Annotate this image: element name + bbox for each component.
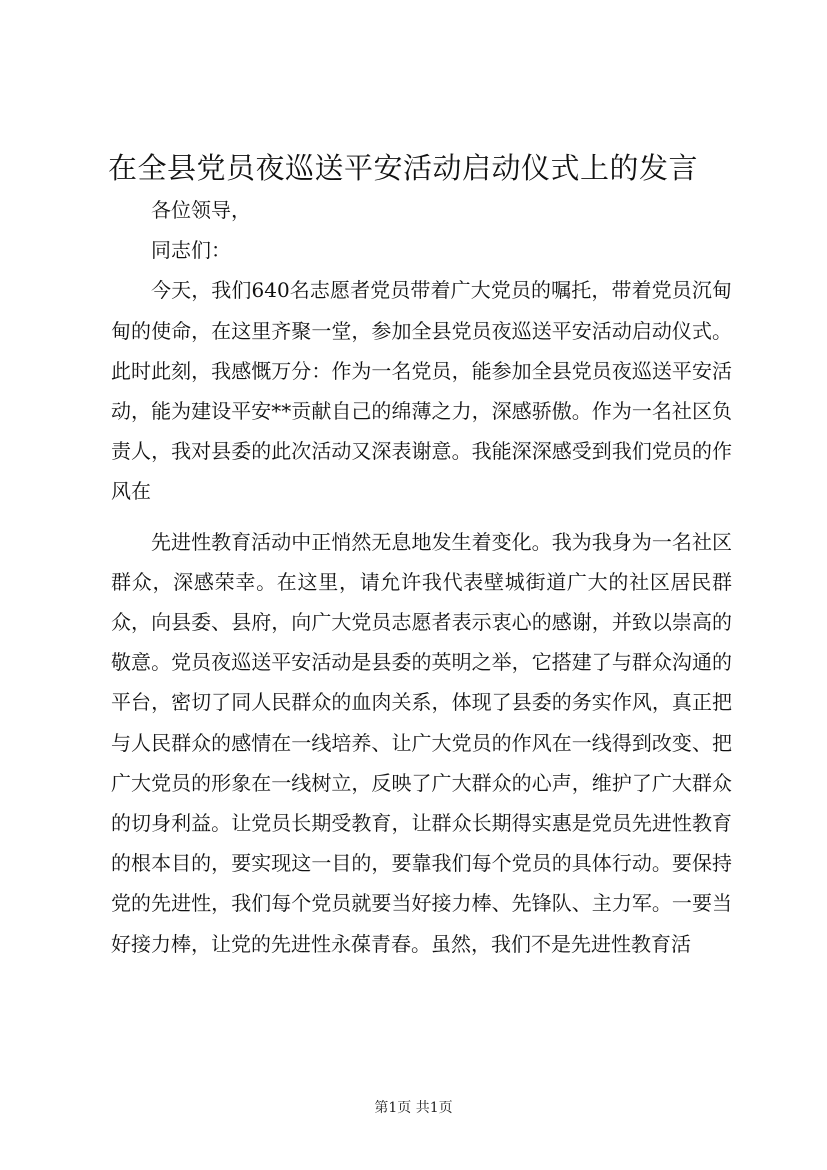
- document-body: [111, 190, 732, 964]
- paragraph-opening: 今天，我们640名志愿者党员带着广大党员的嘱托，带着党员沉甸甸的使命，在这里齐聚一堂，参加全县党员夜巡送平安活动启动仪式。此时此刻，我感慨万分：作为一名党员，能参加全县党员夜巡送平安活动，能为建设平安**贡献自己的绵薄之力，深感骄傲。作为一名社区负责人，我对县委的此次活动又深表谢意。我能深深感受到我们党员的作风在: [111, 278, 732, 504]
- greeting-comrades: 同志们：: [151, 238, 231, 263]
- paragraph-main: 先进性教育活动中正悄然无息地发生着变化。我为我身为一名社区群众，深感荣幸。在这里，请允许我代表壁城街道广大的社区居民群众，向县委、县府，向广大党员志愿者表示衷心的感谢，并致以崇高的敬意。党员夜巡送平安活动是县委的英明之举，它搭建了与群众沟通的平台，密切了同人民群众的血肉关系，体现了县委的务实作风，真正把与人民群众的感情在一线培养、让广大党员的作风在一线得到改变、把广大党员的形象在一线树立，反映了广大群众的心声，维护了广大群众的切身利益。让党员长期受教育，让群众长期得实惠是党员先进性教育的根本目的，要实现这一目的，要靠我们每个党员的具体行动。要保持党的先进性，我们每个党员就要当好接力棒、先锋队、主力军。一要当好接力棒，让党的先进性永葆青春。虽然，我们不是先进性教育活: [111, 529, 732, 956]
- page-number-footer: 第1页 共1页: [374, 1100, 453, 1116]
- document-title: 在全县党员夜巡送平安活动启动仪式上的发言: [108, 151, 699, 185]
- greeting-leaders: 各位领导，: [151, 198, 251, 222]
